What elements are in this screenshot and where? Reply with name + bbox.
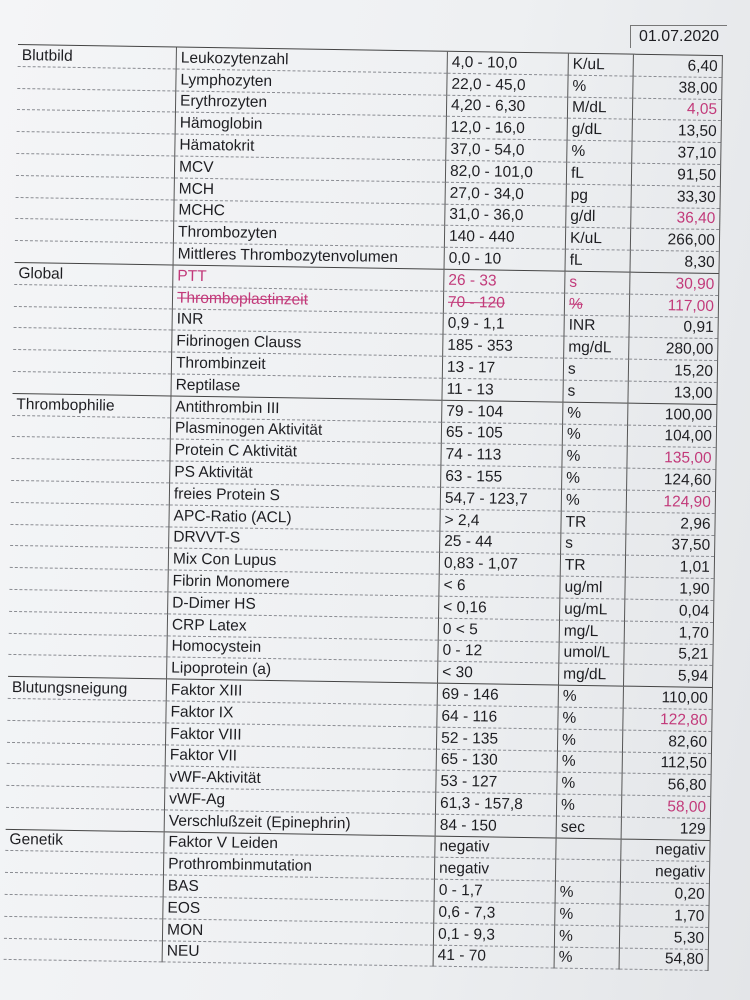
result-value: 5,21 [624,643,713,666]
reference-range: 27,0 - 34,0 [445,182,566,206]
unit: % [557,772,622,795]
test-name: CRP Latex [167,614,438,640]
result-value: 38,00 [633,76,722,99]
section-label [10,502,169,526]
result-value: 0,91 [629,316,718,339]
unit: % [557,729,622,752]
result-value: 5,94 [623,664,712,687]
reference-range: 0,83 - 1,07 [439,553,560,577]
test-name: Erythrozyten [175,91,446,117]
result-value: 117,00 [629,294,718,317]
result-value: 112,50 [622,752,711,775]
test-name: Reptilase [171,374,442,400]
test-name: INR [172,309,443,335]
unit: % [556,794,621,817]
unit: ug/ml [560,576,625,599]
test-name: APC-Ratio (ACL) [169,505,440,531]
test-name: Faktor IX [166,701,437,727]
unit: fL [565,249,630,272]
reference-range: 82,0 - 101,0 [445,160,566,184]
reference-range: 41 - 70 [433,945,554,969]
unit: % [563,402,628,425]
section-label [7,720,166,744]
section-label [17,88,176,112]
unit: % [568,75,633,98]
reference-range: > 2,4 [440,509,561,533]
test-name: Thromboplastinzeit [172,287,443,313]
result-value: 5,30 [619,926,708,949]
test-name: MCH [174,178,445,204]
result-value: 1,01 [625,555,714,578]
test-name: Hämatokrit [175,134,446,160]
reference-range: 53 - 127 [436,770,557,794]
reference-range: 4,0 - 10,0 [447,51,568,75]
reference-range: 0,1 - 9,3 [433,923,554,947]
unit: sec [556,816,621,839]
section-label [14,284,173,308]
test-name: freies Protein S [169,483,440,509]
section-label [16,175,175,199]
result-value: negativ [620,861,709,884]
result-value: 280,00 [629,337,718,360]
section-label [7,742,166,766]
reference-range: 0 - 12 [438,640,559,664]
section-label [11,480,170,504]
reference-range: 0 - 1,7 [434,879,555,903]
unit: % [554,947,619,970]
result-value: 56,80 [622,773,711,796]
test-name: PS Aktivität [170,461,441,487]
result-value: 1,90 [625,577,714,600]
reference-range: 12,0 - 16,0 [446,117,567,141]
reference-range: 22,0 - 45,0 [447,73,568,97]
lab-results-table [4,44,723,971]
result-value: 266,00 [630,229,719,252]
unit: INR [564,315,629,338]
test-name: Verschlußzeit (Epinephrin) [164,810,435,836]
result-value: 33,30 [631,185,720,208]
result-value: 110,00 [623,686,712,709]
reference-range: 74 - 113 [441,444,562,468]
result-value: 4,05 [632,98,721,121]
test-name: Mix Con Lupus [168,548,439,574]
unit [555,860,620,883]
unit: % [562,445,627,468]
section-label [17,66,176,90]
test-name: Hämoglobin [175,112,446,138]
unit: g/dl [566,206,631,229]
section-label [13,328,172,352]
test-name: Protein C Aktivität [170,439,441,465]
unit: % [554,925,619,948]
section-label [13,371,172,395]
unit: % [558,707,623,730]
reference-range: 84 - 150 [435,814,556,838]
unit: M/dL [567,97,632,120]
result-value: 37,10 [632,141,721,164]
reference-range: 11 - 13 [442,378,563,402]
unit: % [557,751,622,774]
section-label [9,568,168,592]
reference-range: 0,0 - 10 [444,247,565,271]
unit: K/uL [565,228,630,251]
result-value: 30,90 [630,272,719,295]
result-value: 135,00 [627,446,716,469]
unit: % [564,293,629,316]
reference-range: 79 - 104 [442,400,563,424]
section-label: Blutungsneigung [8,677,167,701]
section-label [6,764,165,788]
test-name: Lipoprotein (a) [167,657,438,683]
reference-range: 64 - 116 [437,705,558,729]
section-label [8,633,167,657]
section-label [15,241,174,265]
section-label [11,459,170,483]
result-value: 124,90 [626,490,715,513]
reference-range: 65 - 105 [441,422,562,446]
reference-range: 185 - 353 [443,335,564,359]
section-label: Blutbild [18,44,177,68]
test-name: Thrombozyten [173,221,444,247]
test-name: Plasminogen Aktivität [170,417,441,443]
test-name: Leukozytenzahl [176,47,447,73]
test-name: Mittleres Thrombozytenvolumen [173,243,444,269]
reference-range: 65 - 130 [436,749,557,773]
reference-range: 0,9 - 1,1 [443,313,564,337]
test-name: Lymphozyten [176,69,447,95]
unit: fL [566,162,631,185]
result-value: 0,04 [625,599,714,622]
report-date: 01.07.2020 [630,25,727,48]
section-label [13,350,172,374]
section-label [4,894,163,918]
unit: TR [561,511,626,534]
section-label [14,306,173,330]
section-label [4,938,163,962]
result-value: 13,00 [628,381,717,404]
reference-range: 54,7 - 123,7 [440,487,561,511]
test-name: MCHC [174,200,445,226]
test-name: DRVVT-S [169,526,440,552]
unit: ug/mL [560,598,625,621]
unit: s [565,271,630,294]
section-label [5,851,164,875]
section-label [6,786,165,810]
result-value: 0,20 [620,882,709,905]
unit: % [561,489,626,512]
reference-range: 52 - 135 [436,727,557,751]
result-value: 122,80 [623,708,712,731]
unit: % [555,881,620,904]
unit: mg/L [559,620,624,643]
reference-range: 31,0 - 36,0 [445,204,566,228]
unit [556,838,621,861]
reference-range: < 0,16 [439,596,560,620]
section-label [11,437,170,461]
section-label [5,873,164,897]
test-name: EOS [163,897,434,923]
reference-range: 26 - 33 [444,269,565,293]
result-value: 100,00 [628,403,717,426]
result-value: 8,30 [630,250,719,273]
section-label [15,219,174,243]
test-name: D-Dimer HS [168,592,439,618]
reference-range: 63 - 155 [441,465,562,489]
section-label [7,698,166,722]
section-label [10,524,169,548]
reference-range: 0 < 5 [438,618,559,642]
result-value: 15,20 [628,359,717,382]
result-value: 1,70 [620,904,709,927]
section-label [6,807,165,831]
test-name: vWF-Aktivität [165,766,436,792]
result-value: 13,50 [632,120,721,143]
test-name: Prothrombinmutation [163,853,434,879]
section-label [9,611,168,635]
unit: s [563,380,628,403]
result-value: 129 [621,817,710,840]
result-value: 58,00 [621,795,710,818]
test-name: PTT [173,265,444,291]
reference-range: negativ [434,858,555,882]
reference-range: 4,20 - 6,30 [446,95,567,119]
section-label [8,655,167,679]
test-name: Faktor XIII [166,679,437,705]
result-value: 37,50 [626,534,715,557]
reference-range: < 6 [439,574,560,598]
result-value: 36,40 [631,207,720,230]
test-name: MON [162,919,433,945]
unit: % [562,424,627,447]
unit: pg [566,184,631,207]
unit: mg/dL [564,336,629,359]
unit: s [561,533,626,556]
unit: % [562,467,627,490]
reference-range: 13 - 17 [442,356,563,380]
unit: % [567,140,632,163]
result-value: 2,96 [626,512,715,535]
test-name: BAS [163,875,434,901]
section-label [10,546,169,570]
reference-range: < 30 [438,661,559,685]
result-value: 91,50 [631,163,720,186]
reference-range: 25 - 44 [440,531,561,555]
reference-range: 37,0 - 54,0 [446,138,567,162]
test-name: vWF-Ag [164,788,435,814]
section-label [15,197,174,221]
unit: s [563,358,628,381]
test-name: MCV [174,156,445,182]
unit: K/uL [568,53,633,76]
test-name: Thrombinzeit [171,352,442,378]
section-label: Genetik [5,829,164,853]
result-value: 124,60 [627,468,716,491]
reference-range: 70 - 120 [443,291,564,315]
test-name: Antithrombin III [171,396,442,422]
result-value: 82,60 [622,730,711,753]
section-label: Global [14,262,173,286]
test-name: Faktor VIII [166,723,437,749]
section-label: Thrombophilie [12,393,171,417]
test-name: Fibrin Monomere [168,570,439,596]
test-name: Fibrinogen Clauss [172,330,443,356]
reference-range: 0,6 - 7,3 [434,901,555,925]
test-name: Faktor V Leiden [164,832,435,858]
reference-range: 61,3 - 157,8 [435,792,556,816]
reference-range: negativ [435,836,556,860]
section-label [12,415,171,439]
section-label [16,153,175,177]
section-label [9,589,168,613]
result-value: negativ [621,839,710,862]
section-label [17,110,176,134]
result-value: 1,70 [624,621,713,644]
unit: umol/L [559,642,624,665]
test-name: Homocystein [167,635,438,661]
test-name: NEU [162,941,433,967]
result-value: 104,00 [627,425,716,448]
unit: % [555,903,620,926]
result-value: 54,80 [619,948,708,971]
unit: g/dL [567,119,632,142]
section-label [16,132,175,156]
section-label [4,916,163,940]
unit: mg/dL [558,663,623,686]
reference-range: 140 - 440 [444,226,565,250]
test-name: Faktor VII [165,744,436,770]
unit: % [558,685,623,708]
result-value: 6,40 [633,54,722,77]
unit: TR [560,554,625,577]
reference-range: 69 - 146 [437,683,558,707]
